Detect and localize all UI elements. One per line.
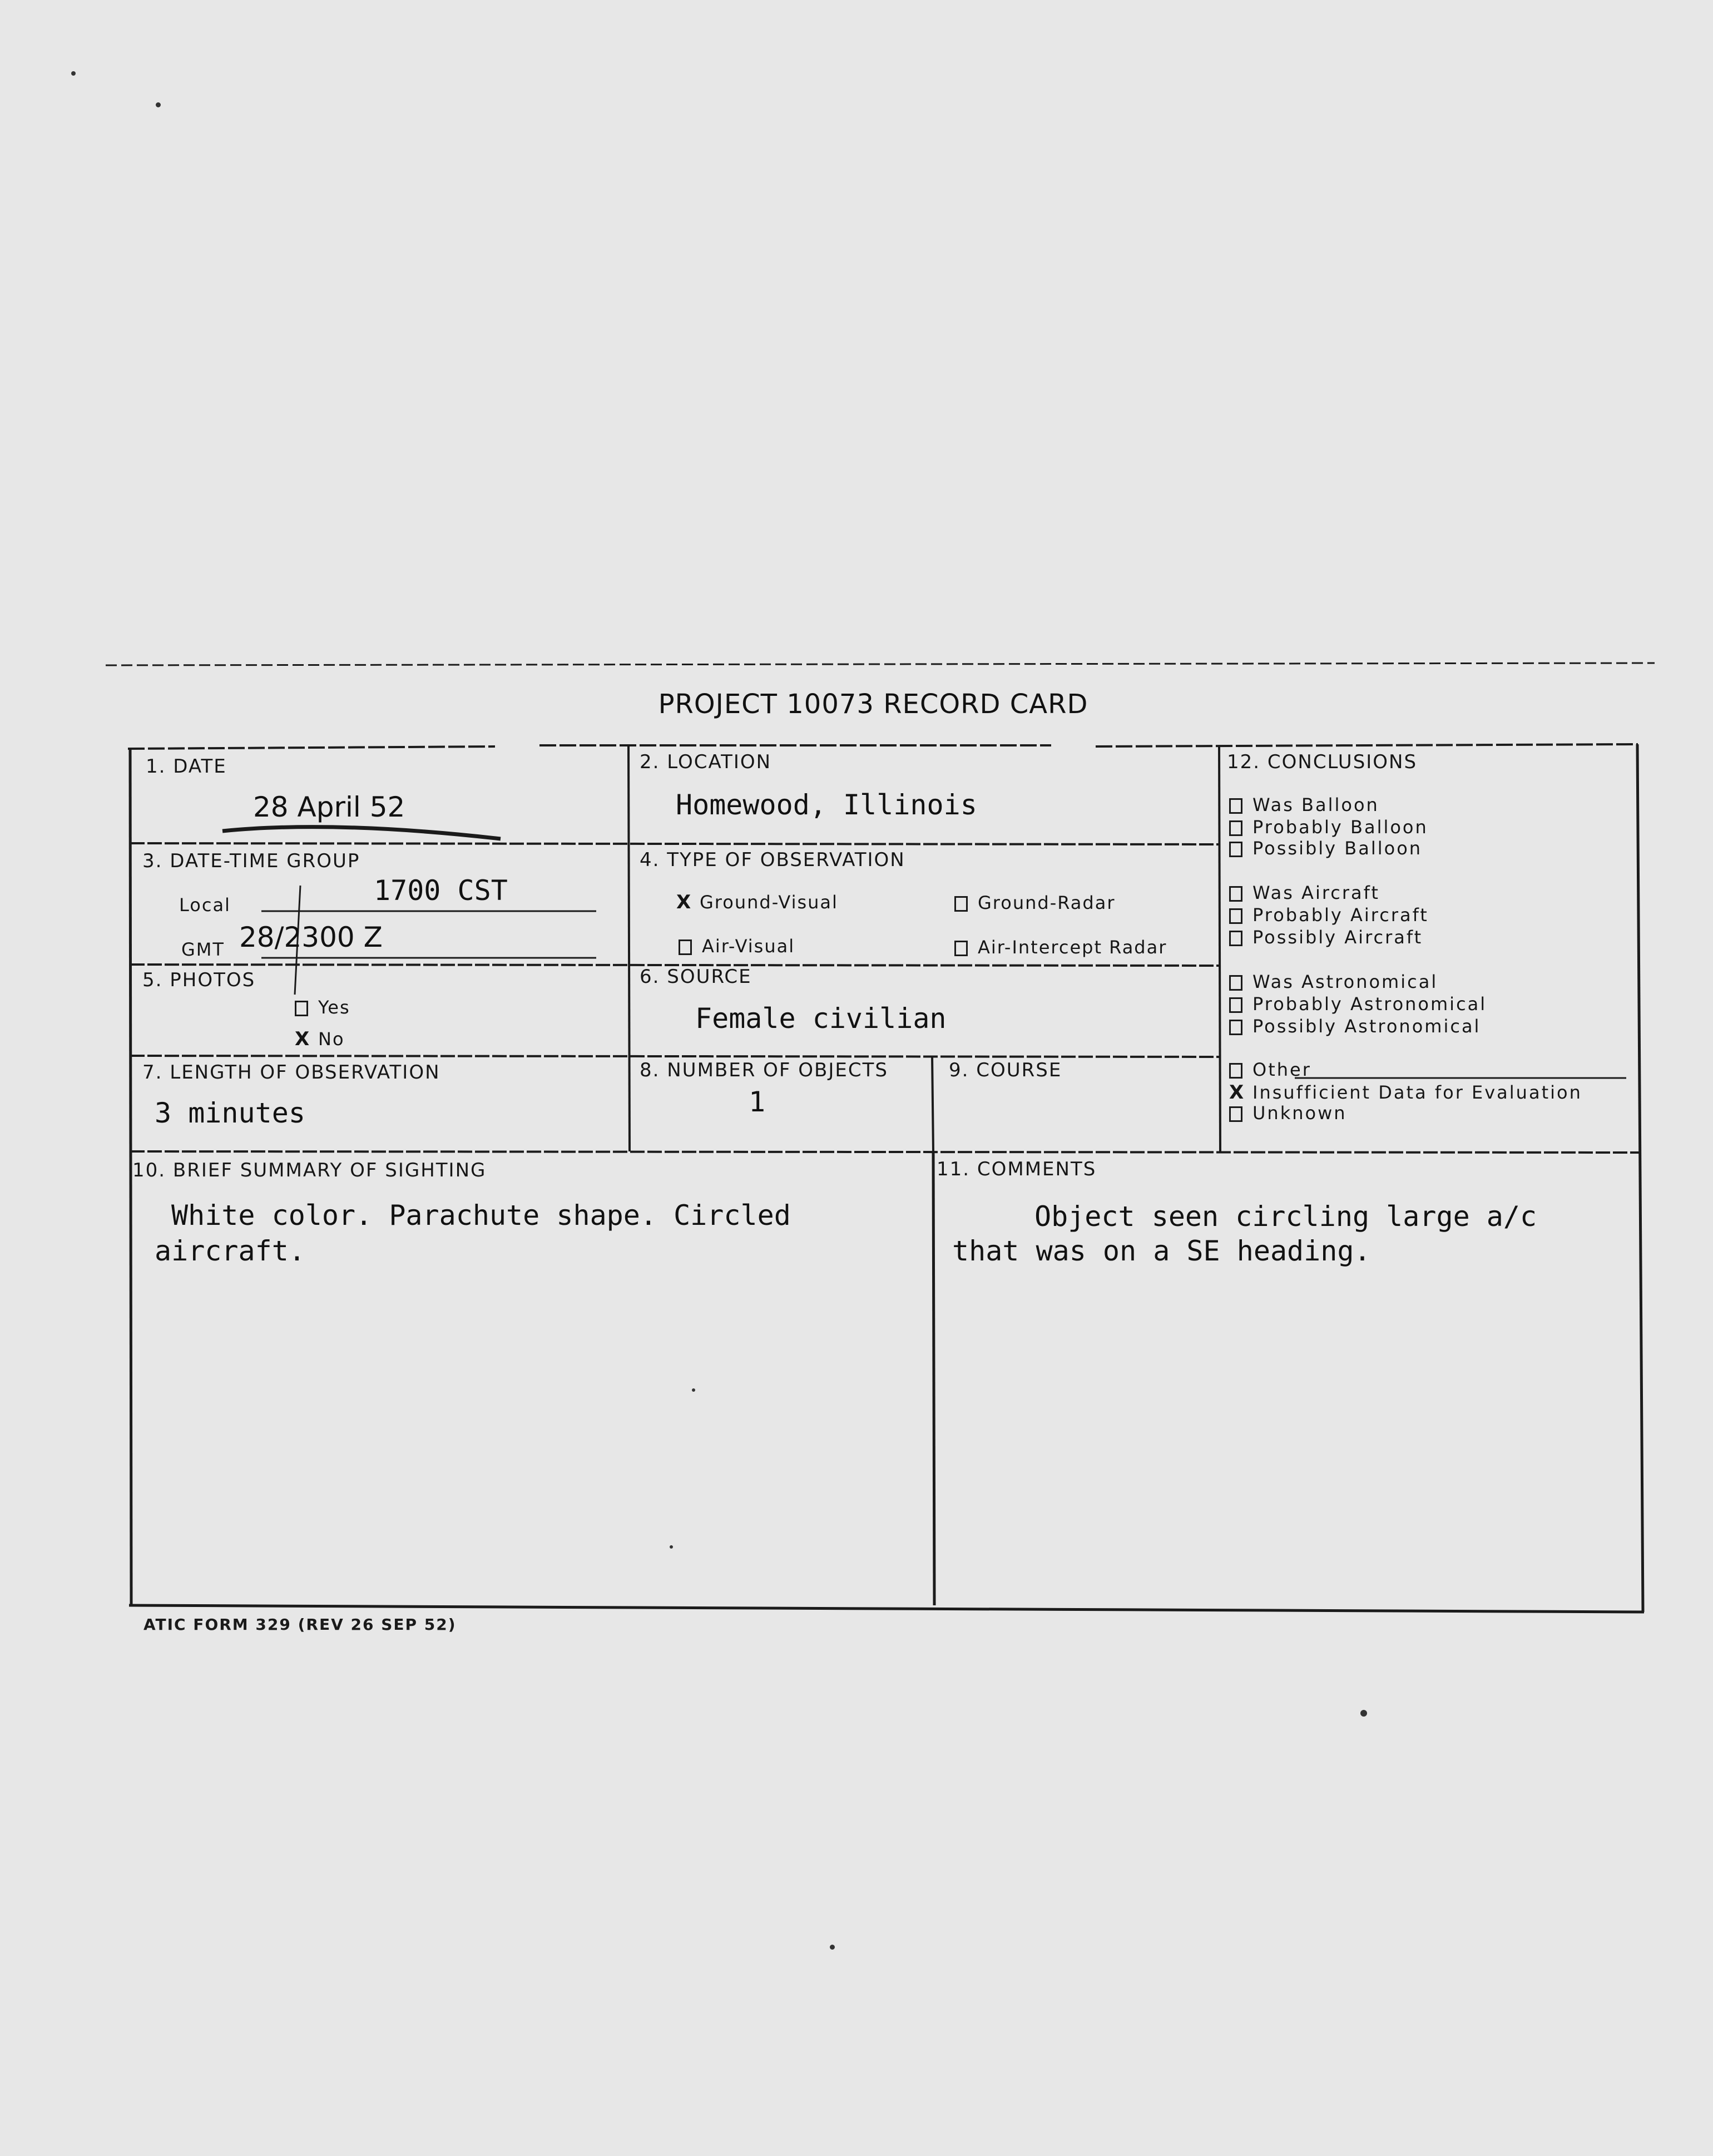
comments-label: 11. COMMENTS bbox=[937, 1158, 1097, 1180]
conclusion-label: Was Aircraft bbox=[1252, 882, 1380, 903]
date-value: 28 April 52 bbox=[253, 791, 405, 823]
conclusion-possibly-aircraft bbox=[1229, 927, 1423, 948]
length-value: 3 minutes bbox=[155, 1097, 305, 1129]
checkbox-icon bbox=[1229, 798, 1242, 814]
location-label: 2. LOCATION bbox=[640, 751, 772, 773]
checkbox-icon bbox=[1229, 820, 1242, 836]
local-time-value: 1700 CST bbox=[374, 874, 508, 907]
scan-speck bbox=[692, 1388, 695, 1392]
conclusion-label: Probably Balloon bbox=[1252, 817, 1428, 838]
ground-visual-label: Ground-Visual bbox=[700, 892, 838, 913]
comments-line-2: that was on a SE heading. bbox=[952, 1235, 1371, 1267]
local-time-label: Local bbox=[179, 894, 231, 916]
checked-mark-icon: X bbox=[676, 891, 692, 913]
air-intercept-radar-option bbox=[954, 937, 1167, 958]
summary-line-1: White color. Parachute shape. Circled bbox=[171, 1199, 791, 1232]
form-number: ATIC FORM 329 (REV 26 SEP 52) bbox=[143, 1615, 457, 1634]
conclusion-was-balloon bbox=[1229, 794, 1379, 815]
conclusion-was-astronomical bbox=[1229, 971, 1438, 992]
scan-speck bbox=[830, 1945, 835, 1950]
ground-radar-option bbox=[954, 892, 1115, 913]
objects-value: 1 bbox=[749, 1086, 766, 1118]
conclusions-label: 12. CONCLUSIONS bbox=[1227, 751, 1418, 773]
gmt-label: GMT bbox=[181, 939, 225, 960]
checkbox-icon bbox=[1229, 1106, 1242, 1122]
checkbox-icon bbox=[1229, 975, 1242, 991]
conclusion-label: Probably Aircraft bbox=[1252, 904, 1429, 926]
source-value: Female civilian bbox=[695, 1002, 947, 1035]
conclusion-label: Was Balloon bbox=[1252, 794, 1379, 815]
checked-mark-icon: X bbox=[295, 1028, 311, 1050]
location-value: Homewood, Illinois bbox=[676, 789, 977, 821]
observation-type-label: 4. TYPE OF OBSERVATION bbox=[640, 849, 905, 871]
checkbox-icon bbox=[1229, 931, 1242, 946]
conclusion-unknown bbox=[1229, 1102, 1347, 1124]
conclusion-possibly-astronomical bbox=[1229, 1016, 1481, 1037]
ground-radar-label: Ground-Radar bbox=[978, 892, 1116, 913]
photos-no-option bbox=[295, 1028, 345, 1050]
course-label: 9. COURSE bbox=[949, 1059, 1062, 1081]
conclusion-label: Probably Astronomical bbox=[1252, 993, 1487, 1015]
ground-visual-option bbox=[676, 891, 838, 913]
scan-speck bbox=[71, 71, 76, 76]
date-label: 1. DATE bbox=[146, 755, 227, 778]
scan-speck bbox=[670, 1545, 673, 1549]
conclusion-probably-aircraft bbox=[1229, 904, 1429, 926]
date-time-group-label: 3. DATE-TIME GROUP bbox=[142, 850, 360, 872]
checkbox-icon bbox=[1229, 842, 1242, 857]
checkbox-icon bbox=[1229, 1063, 1242, 1079]
air-visual-label: Air-Visual bbox=[702, 936, 795, 957]
conclusion-label: Possibly Aircraft bbox=[1252, 927, 1423, 948]
conclusion-label: Insufficient Data for Evaluation bbox=[1252, 1082, 1582, 1103]
air-intercept-radar-label: Air-Intercept Radar bbox=[978, 937, 1167, 958]
checked-mark-icon: X bbox=[1229, 1081, 1246, 1104]
gmt-value: 28/2300 Z bbox=[239, 921, 383, 953]
conclusion-probably-astronomical bbox=[1229, 993, 1487, 1015]
checkbox-icon bbox=[954, 941, 968, 956]
checkbox-icon bbox=[1229, 1020, 1242, 1035]
scan-speck bbox=[1360, 1710, 1367, 1717]
checkbox-icon bbox=[1229, 886, 1242, 902]
conclusion-label: Possibly Astronomical bbox=[1252, 1016, 1481, 1037]
length-label: 7. LENGTH OF OBSERVATION bbox=[142, 1061, 440, 1084]
scan-speck bbox=[156, 102, 161, 107]
summary-label: 10. BRIEF SUMMARY OF SIGHTING bbox=[132, 1159, 487, 1181]
conclusion-possibly-balloon bbox=[1229, 838, 1422, 859]
checkbox-icon bbox=[295, 1001, 308, 1016]
checkbox-icon bbox=[954, 896, 968, 912]
comments-line-1: Object seen circling large a/c bbox=[1034, 1200, 1537, 1233]
photos-yes-option bbox=[295, 997, 350, 1018]
conclusion-other bbox=[1229, 1059, 1311, 1080]
air-visual-option bbox=[679, 936, 795, 957]
conclusion-was-aircraft bbox=[1229, 882, 1380, 903]
photos-label: 5. PHOTOS bbox=[142, 969, 256, 991]
conclusion-label: Unknown bbox=[1252, 1102, 1347, 1124]
checkbox-icon bbox=[1229, 908, 1242, 924]
source-label: 6. SOURCE bbox=[640, 966, 752, 988]
photos-no-label: No bbox=[318, 1028, 345, 1050]
conclusion-label: Possibly Balloon bbox=[1252, 838, 1423, 859]
card-title: PROJECT 10073 RECORD CARD bbox=[658, 689, 1088, 720]
conclusion-insufficient-data bbox=[1229, 1081, 1582, 1104]
checkbox-icon bbox=[1229, 997, 1242, 1013]
conclusion-label: Other bbox=[1252, 1059, 1311, 1080]
photos-yes-label: Yes bbox=[318, 997, 350, 1018]
checkbox-icon bbox=[679, 939, 692, 955]
summary-line-2: aircraft. bbox=[155, 1235, 305, 1267]
conclusion-probably-balloon bbox=[1229, 817, 1428, 838]
conclusion-label: Was Astronomical bbox=[1252, 971, 1438, 992]
objects-label: 8. NUMBER OF OBJECTS bbox=[640, 1059, 888, 1081]
